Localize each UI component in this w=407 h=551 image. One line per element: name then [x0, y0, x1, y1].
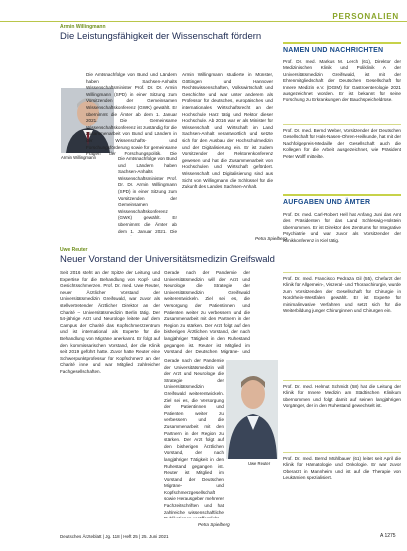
- divider: [283, 452, 401, 453]
- sidebar-item: Prof. Dr. med. Markus M. Lerch (61), Direktor der Medizinischen Klinik und Poliklinik A der Universitätsmedizin Greifswald, ist mit der Ehrenmitgliedschaft der Deutschen Gesellschaft für Innere Medizin e.V. (DGIM) für Gastroenterologie 2021 ausgezeichnet worden. Er ist bekannt für seine Forschung zu Erkrankungen der Bauchspeicheldrüse.: [283, 59, 401, 103]
- article1-signature: Petra Spielberg: [255, 236, 287, 241]
- sidebar-item: Prof. Dr. med. Bernd Weber, Vorsitzender der Deutschen Gesellschaft für Hals-Nasen-Ohren-Heilkunde, hat mit der Nachfolgepreis-Medaille der Gesellschaft auch die Kollegen für die Arbeit ausgezeichnet, wie Präsident Peter Wolff mitteilte.: [283, 128, 401, 159]
- divider: [283, 124, 401, 125]
- article2-photo: [226, 360, 278, 459]
- sidebar-heading-2: AUFGABEN UND ÄMTER: [283, 199, 371, 206]
- sidebar-rule-1: [283, 42, 401, 44]
- sidebar-item: Prof. Dr. med. Bernd Mühlbauer (61) leitet seit April die Klinik für Hämatologie und Onkologie. Er war zuvor Oberarzt in Mannheim und ist auf die Therapie von Leukämien spezialisiert.: [283, 456, 401, 481]
- article1-col1-top: Die Amtsnachfolge von Bund und Ländern haben Sachsen-Anhalts Wissenschaftsminister Prof. Dr. Dr. Armin Willingmann (SPD) in einer Sitzung zum Vorsitzenden der Gemeinsamen Wissenschaftskonferenz (GWK) gewählt. Er übernimmt die Ämter ab dem 1. Januar 2021. Die Gemeinsame Wissenschaftskonferenz ist zuständig für die Zusammenarbeit von Bund und Ländern in der Wissenschafts- und Forschungsförderung sowie für gemeinsame Fragen der Forschungspolitik. Die: [86, 72, 177, 156]
- article2-col1: Seit 2016 steht an der Spitze der Leitung und Expertise für die Behandlung von Kopf- und Gesichtsschmerzen. Prof. Dr. med. Uwe Reuter, neuer Ärztlicher Vorstand der Universitätsmedizin Greifswald, war zuvor als stellvertretender Ärztlicher Direktor an der Charité – Universitätsmedizin Berlin tätig. Der 54-jährige Arzt und Neurologe leitete auf dem Campus der Charité das Kopfschmerzzentrum und ist international als Experte für die Behandlung von Migräne anerkannt. Er folgt auf den kommissarischen Vorstand, der die Klinik seit 2019 geführt hatte. Zuvor hatte Reuter eine Schwerpunktprofessur für Kopfschmerz an der Charité inne und war Mitglied zahlreicher Fachgesellschaften.: [60, 270, 160, 374]
- section-title: PERSONALIEN: [332, 12, 399, 21]
- article1-headline: Die Leistungsfähigkeit der Wissenschaft fördern: [60, 31, 262, 42]
- article2-col2: Gerade nach der Pandemie der Universitätsmedizin will der Arzt und Neurologe die Strategie der Universitätsmedizin Greifswald weiterentwickeln. Ziel sei es, die Versorgung der Patientinnen und Patienten weiter zu verbessern und die Zusammenarbeit mit den Partnern in der Region zu stärken. Der Arzt folgt auf den bisherigen Ärztlichen Vorstand, der nach langjähriger Tätigkeit in den Ruhestand gegangen ist. Reuter ist Mitglied im Vorstand der Deutschen Migräne- und Kopfschmerzgesellschaft sowie Herausgeber mehrerer Fachzeitschriften und hat zahlreiche wissenschaftliche: [164, 358, 224, 515]
- sidebar-rule-2: [283, 194, 401, 196]
- page-number: A 1275: [380, 533, 396, 539]
- footer-citation: Deutsches Ärzteblatt | Jg. 118 | Heft 25 | 25. Juni 2021: [60, 534, 169, 539]
- header-rule: [0, 21, 407, 22]
- divider: [283, 272, 401, 273]
- article1-name: Armin Willingmann: [60, 24, 106, 30]
- article2-signature: Petra Spielberg: [198, 522, 230, 527]
- sidebar-item: Prof. Dr. med. Helmut Schmidt (58) hat die Leitung der Klinik für Innere Medizin am Städtischen Klinikum übernommen und folgt damit auf seinen langjährigen Vorgänger, der in den Ruhestand gewechselt ist.: [283, 384, 401, 409]
- article2-name: Uwe Reuter: [60, 247, 88, 253]
- sidebar-item: Prof. Dr. med. Francisco Pedraza Gil (55), Chefarzt der Klinik für Allgemein-, Viszeral- und Thoraxchirurgie, wurde zum Vorsitzenden der Gesellschaft für Chirurgie in Nordrhein-Westfalen gewählt. Er ist Experte für minimalinvasive Verfahren und setzt sich für die Weiterbildung junger Chirurginnen und Chirurgen ein.: [283, 276, 401, 314]
- article2-col2-top: Gerade nach der Pandemie der Universitätsmedizin will der Arzt und Neurologe die Strategie der Universitätsmedizin Greifswald weiterentwickeln. Ziel sei es, die Versorgung der Patientinnen und Patienten weiter zu verbessern und die Zusammenarbeit mit den Partnern in der Region zu stärken. Der Arzt folgt auf den bisherigen Ärztlichen Vorstand, der nach langjähriger Tätigkeit in den Ruhestand gegangen ist. Reuter ist Mitglied im Vorstand der Deutschen Migräne- und: [164, 270, 250, 355]
- article1-col1: Die Amtsnachfolge von Bund und Ländern haben Sachsen-Anhalts Wissenschaftsminister Prof. Dr. Dr. Armin Willingmann (SPD) in einer Sitzung zum Vorsitzenden der Gemeinsamen Wissenschaftskonferenz (GWK) gewählt. Er übernimmt die Ämter ab dem 1. Januar 2021. Die: [118, 156, 177, 234]
- divider: [283, 380, 401, 381]
- article2-caption: Uwe Reuter: [248, 461, 271, 466]
- article2-headline: Neuer Vorstand der Universitätsmedizin Greifswald: [60, 254, 275, 265]
- portrait-image: [226, 360, 278, 459]
- article1-col2: Armin Willingmann studierte in Münster, Göttingen und Hannover Rechtswissenschaften, Volkswirtschaft und Geschichte und war unter anderem als Professor für deutsches, europäisches und internationales Wirtschaftsrecht an der Hochschule Harz tätig und Rektor dieser Hochschule. Ab 2016 war er als Minister für Wissenschaft und Wirtschaft im Land Sachsen-Anhalt verantwortlich und setzte sich für den Ausbau der Hochschulmedizin und der Digitalisierung ein. Er ist zudem Vorsitzender der Rektorenkonferenz gewesen und hat die Zusammenarbeit von Hochschulen und Wirtschaft gefördert. Wissenschaft und Digitalisierung sind aus Sicht von Willingmann die Schlüssel für die Zukunft des Landes Sachsen-Anhalt.: [182, 72, 273, 190]
- sidebar-heading-1: NAMEN UND NACHRICHTEN: [283, 47, 384, 54]
- sidebar-item: Prof. Dr. med. Carl-Robert Hell hat Anfang Juni das Amt des Präsidenten für das Land Schleswig-Holstein übernommen. Er ist Direktor des Zentrums für Integrative Psychiatrie und war zuvor als Vorsitzender der Klinikkonferenz in Kiel tätig.: [283, 212, 401, 243]
- article1-caption: Armin Willingmann: [61, 155, 96, 160]
